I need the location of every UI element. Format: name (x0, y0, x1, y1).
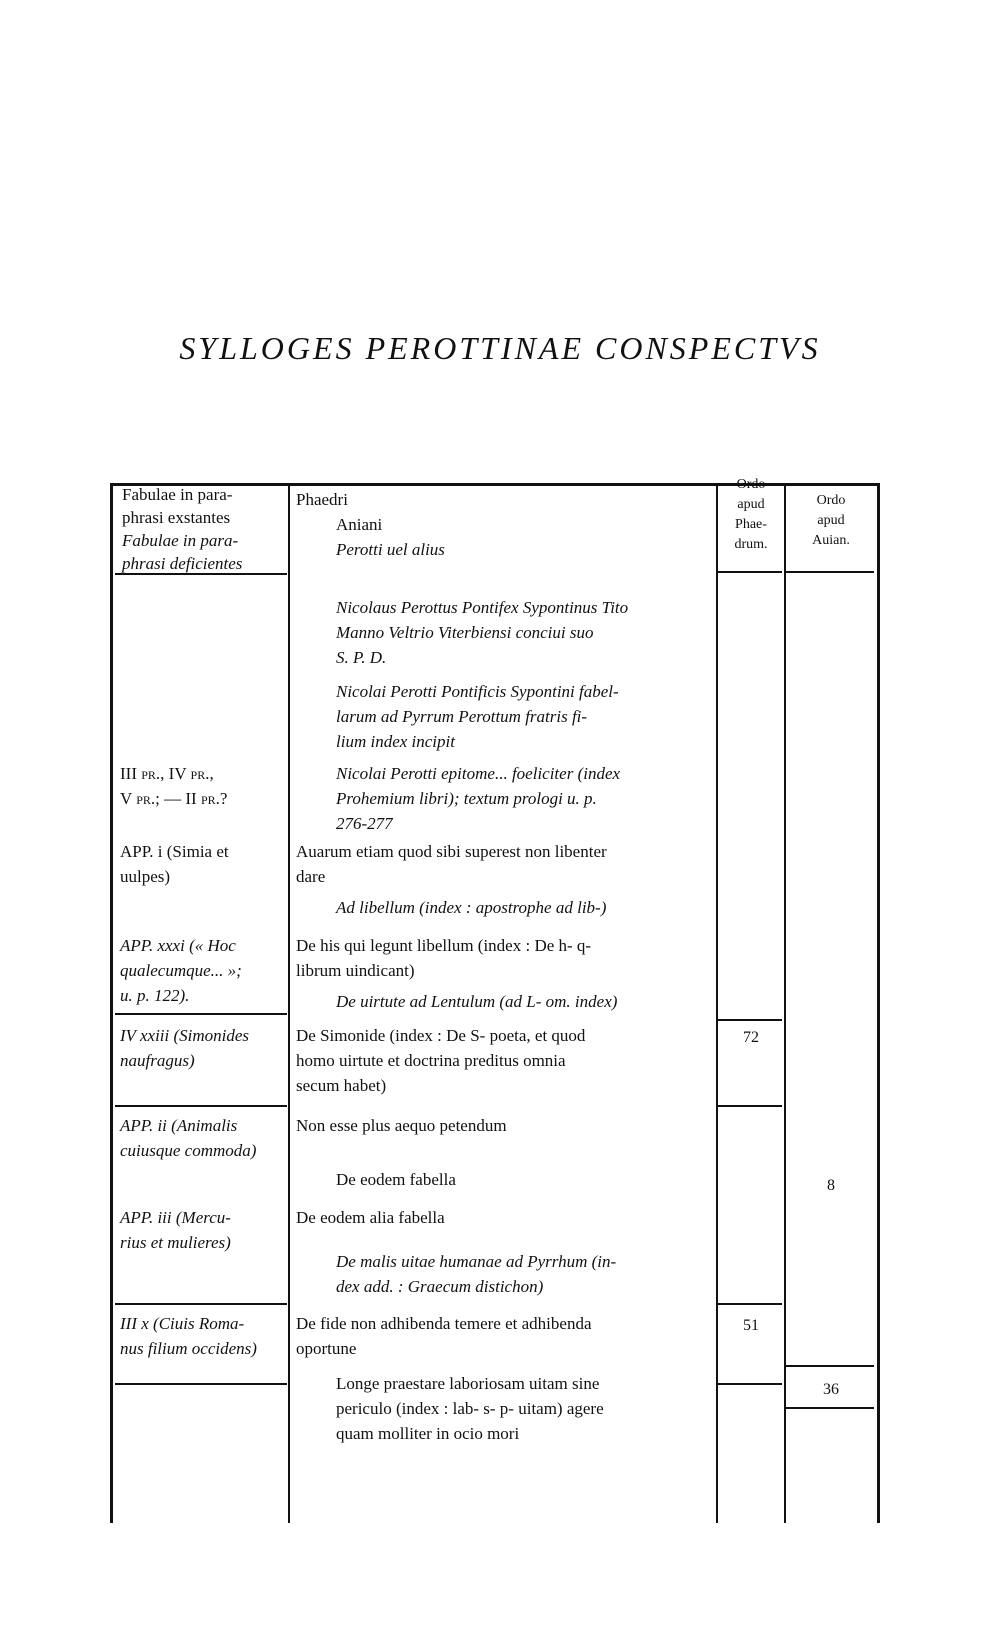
row-rule-col1-d (115, 1383, 287, 1385)
row-3-col1: III pr., IV pr., V pr.; — II pr.? (120, 764, 228, 808)
row-8-col1: IV xxiii (Simonides naufragus) (120, 1026, 250, 1070)
row-9-col2: Non esse plus aequo petendum (296, 1116, 507, 1135)
row-8-col3: 72 (743, 1029, 759, 1046)
col-separator-3 (784, 483, 786, 1523)
row-rule-col1-c (115, 1303, 287, 1305)
row-6-col2: De his qui legunt libellum (index : De h- q- librum uindicant) (296, 936, 592, 980)
row-3-col2: Nicolai Perotti epitome... foeliciter (index Prohemium libri); textum prologi u. p. 276-277 (336, 764, 621, 833)
row-rule-col3-a (718, 1019, 782, 1021)
header-col1-b: Fabulae in para- phrasi deficientes (122, 531, 243, 573)
row-1-col2: Nicolaus Perottus Pontifex Sypontinus Tito Manno Veltrio Viterbiensi conciui suo S. P. D. (336, 598, 629, 667)
header-col2-c: Perotti uel alius (336, 540, 445, 559)
row-8-col2: De Simonide (index : De S- poeta, et quod homo uirtute et doctrina preditus omnia secum habet) (296, 1026, 586, 1095)
row-14-col4: 36 (823, 1381, 839, 1398)
header-col2-b: Aniani (336, 515, 383, 534)
row-6-col1: APP. xxxi (« Hoc qualecumque... »; u. p. 122). (120, 936, 242, 1005)
row-12-col2: De malis uitae humanae ad Pyrrhum (in- dex add. : Graecum distichon) (336, 1252, 617, 1296)
header-rule-col3 (718, 571, 782, 573)
row-11-col1: APP. iii (Mercu- rius et mulieres) (120, 1208, 231, 1252)
page-title: SYLLOGES PEROTTINAE CONSPECTVS (179, 330, 821, 366)
col-separator-2 (716, 483, 718, 1523)
row-11-col2: De eodem alia fabella (296, 1208, 445, 1227)
table-right-border (877, 483, 880, 1523)
row-4-col1: APP. i (Simia et uulpes) (120, 842, 229, 886)
header-col3: Ordo apud Phae- drum. (734, 477, 768, 552)
header-col1-a: Fabulae in para- phrasi exstantes (122, 485, 233, 527)
row-9-col1: APP. ii (Animalis cuiusque commoda) (120, 1116, 257, 1160)
header-col4: Ordo apud Auian. (812, 493, 850, 548)
row-rule-col4-b (786, 1407, 874, 1409)
row-2-col2: Nicolai Perotti Pontificis Sypontini fabel- larum ad Pyrrum Perottum fratris fi- lium index incipit (336, 682, 619, 751)
row-7-col2: De uirtute ad Lentulum (ad L- om. index) (336, 992, 618, 1011)
row-13-col2: De fide non adhibenda temere et adhibenda oportune (296, 1314, 592, 1358)
row-rule-col4-a (786, 1365, 874, 1367)
row-14-col2: Longe praestare laboriosam uitam sine periculo (index : lab- s- p- uitam) agere quam molliter in ocio mori (336, 1374, 604, 1443)
row-13-col3: 51 (743, 1317, 759, 1334)
row-5-col2: Ad libellum (index : apostrophe ad lib-) (336, 898, 607, 917)
row-rule-col1-a (115, 1013, 287, 1015)
conspectus-table (110, 477, 880, 1523)
row-4-col2: Auarum etiam quod sibi superest non libenter dare (296, 842, 607, 886)
row-13-col1: III x (Ciuis Roma- nus filium occidens) (120, 1314, 257, 1358)
col-separator-1 (288, 483, 290, 1523)
row-rule-col3-d (718, 1383, 782, 1385)
row-10-col2: De eodem fabella (336, 1170, 456, 1189)
row-rule-col3-b (718, 1105, 782, 1107)
row-rule-col3-c (718, 1303, 782, 1305)
row-rule-col1-b (115, 1105, 287, 1107)
header-rule-col4 (786, 571, 874, 573)
header-col2-a: Phaedri (296, 490, 348, 509)
table-left-border (110, 483, 113, 1523)
row-10-col4: 8 (827, 1177, 835, 1194)
